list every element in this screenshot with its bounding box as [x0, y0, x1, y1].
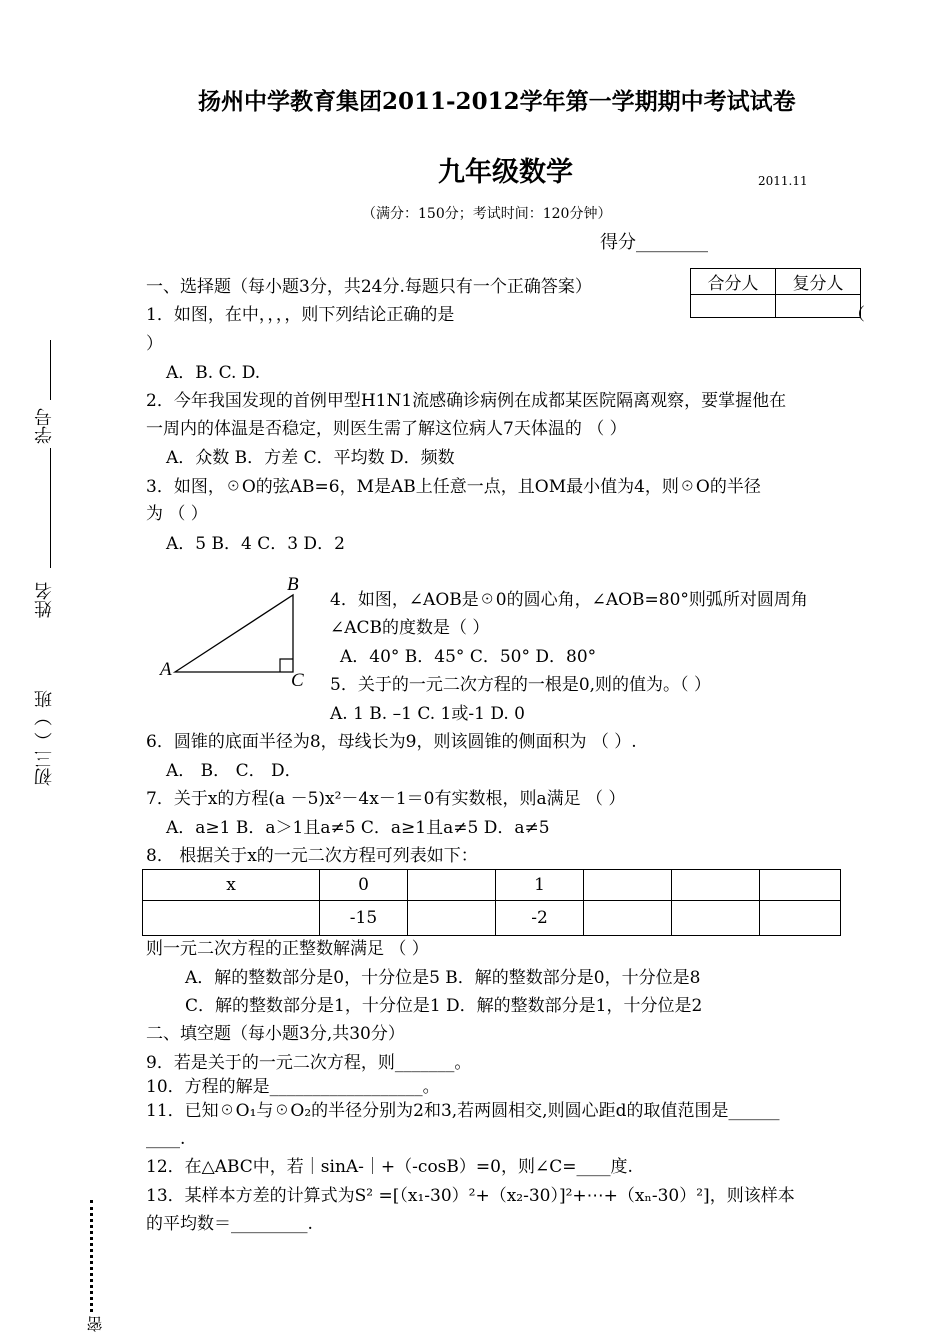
side-class: 初三（ ）班 [34, 690, 55, 786]
table-cell [143, 901, 320, 936]
table-cell [760, 901, 841, 936]
triangle-figure [155, 570, 325, 690]
q11-line2: ____. [146, 1129, 186, 1149]
side-seal: 密 [86, 1316, 105, 1332]
section1-heading: 一、选择题（每小题3分，共24分.每题只有一个正确答案） [146, 277, 592, 297]
table-cell: -2 [496, 901, 584, 936]
subject-title: 九年级数学 [438, 157, 573, 188]
q8-after: 则一元二次方程的正整数解满足 （ ） [146, 939, 429, 959]
section2-heading: 二、填空题（每小题3分,共30分） [146, 1024, 405, 1044]
table-row [143, 870, 841, 901]
q1-paren-open: （ [848, 305, 865, 325]
q8-options-2: C．解的整数部分是1，十分位是1 D．解的整数部分是1，十分位是2 [185, 996, 703, 1016]
q5-stem: 5．关于的一元二次方程的一根是0,则的值为。（ ） [330, 675, 711, 695]
q10: 10．方程的解是__________________。 [146, 1077, 440, 1097]
table-cell: 0 [320, 870, 408, 901]
seal-dots [90, 1200, 93, 1312]
q1-stem: 1．如图，在中，，，，则下列结论正确的是 [146, 305, 455, 325]
q7-stem: 7．关于x的方程(a －5)x²－4x－1＝0有实数根，则a满足 （ ） [146, 789, 626, 809]
q11-line1: 11．已知☉O₁与☉O₂的半径分别为2和3,若两圆相交,则圆心距d的取值范围是______ [146, 1101, 780, 1121]
side-student-no: 学号 [34, 408, 55, 444]
q4-options: A．40° B．45° C．50° D．80° [340, 647, 597, 667]
scorer-table [690, 268, 861, 318]
q2-line2: 一周内的体温是否稳定，则医生需了解这位病人7天体温的 （ ） [146, 419, 627, 439]
table-cell [760, 870, 841, 901]
q2-line1: 2．今年我国发现的首例甲型H1N1流感确诊病例在成都某医院隔离观察，要掌握他在 [146, 391, 787, 411]
q3-options: A．5 B．4 C．3 D．2 [166, 534, 345, 554]
q1-paren-close: ） [146, 334, 163, 354]
table-row [143, 901, 841, 936]
q9: 9．若是关于的一元二次方程，则_______。 [146, 1053, 472, 1073]
side-line-1 [50, 340, 51, 400]
exam-title: 扬州中学教育集团2011-2012学年第一学期期中考试试卷 [198, 88, 796, 115]
triangle-abc [175, 595, 293, 672]
q8-table [142, 869, 841, 936]
table-cell: -15 [320, 901, 408, 936]
side-line-2 [50, 448, 51, 568]
q6-stem: 6．圆锥的底面半径为8，母线长为9，则该圆锥的侧面积为 （ ）. [146, 732, 637, 752]
q8-stem: 8． 根据关于x的一元二次方程可列表如下： [146, 846, 478, 866]
q6-options: A． B． C． D． [166, 761, 302, 781]
q8-options-1: A．解的整数部分是0，十分位是5 B．解的整数部分是0，十分位是8 [185, 968, 701, 988]
label-a: A [160, 659, 172, 680]
label-b: B [287, 574, 299, 595]
scorer-cell[interactable] [691, 295, 776, 318]
table-cell [672, 901, 760, 936]
q1-options: A．B. C. D. [166, 363, 261, 383]
table-cell: 1 [496, 870, 584, 901]
q3-line1: 3．如图，☉O的弦AB=6，M是AB上任意一点，且OM最小值为4，则☉O的半径 [146, 477, 761, 497]
table-cell [408, 870, 496, 901]
label-c: C [291, 670, 304, 690]
table-cell [584, 901, 672, 936]
table-cell [672, 870, 760, 901]
q12: 12．在△ABC中，若｜sinA-｜+（-cosB）=0，则∠C=____度. [146, 1157, 633, 1177]
q13-line1: 13．某样本方差的计算式为S² =[（x₁-30）²+（x₂-30）]²+⋯+（xₙ-30）²]，则该样本 [146, 1186, 795, 1206]
q4-line1: 4．如图，∠AOB是☉0的圆心角，∠AOB=80°则弧所对圆周角 [330, 590, 808, 610]
table-cell [408, 901, 496, 936]
exam-date: 2011.11 [758, 174, 808, 188]
scorer-col1: 合分人 [691, 269, 776, 295]
score-label: 得分________ [600, 232, 708, 253]
q2-options: A．众数 B．方差 C．平均数 D．频数 [166, 448, 455, 468]
q7-options: A．a≥1 B．a＞1且a≠5 C．a≥1且a≠5 D．a≠5 [166, 818, 550, 838]
exam-info: （满分：150分；考试时间：120分钟） [362, 206, 612, 222]
table-cell [584, 870, 672, 901]
table-cell: x [143, 870, 320, 901]
scorer-col2: 复分人 [776, 269, 861, 295]
q3-line2: 为 （ ） [146, 504, 208, 524]
q4-line2: ∠ACB的度数是（ ） [330, 618, 490, 638]
q5-options: A. 1 B. –1 C. 1或-1 D. 0 [330, 704, 525, 724]
side-name: 姓名 [34, 582, 55, 618]
q13-line2: 的平均数＝_________. [146, 1214, 313, 1234]
